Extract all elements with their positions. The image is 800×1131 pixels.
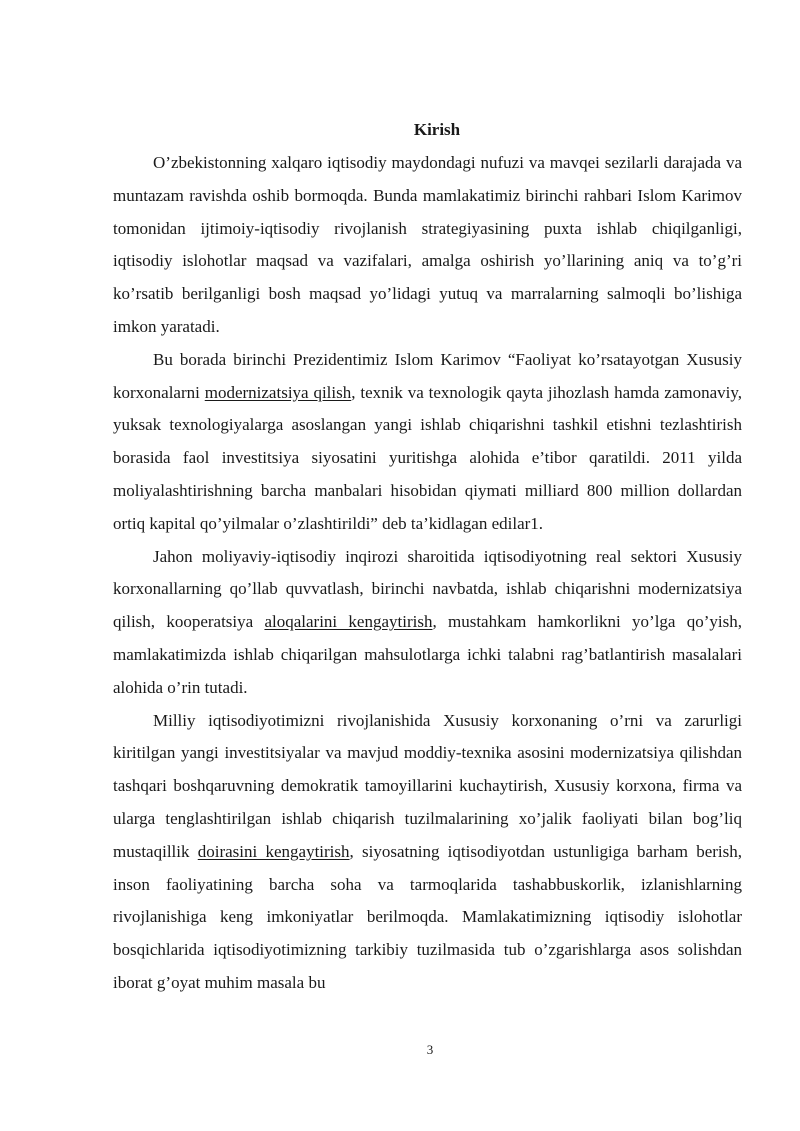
- paragraph-text: , texnik va texnologik qayta jihozlash hamda zamonaviy, yuksak texnologiyalarga asoslangan yangi ishlab chiqarishni tashkil etishni tezlashtirish borasida faol investitsiya siyosatini yuritishga alohida e’tibor qaratildi. 2011 yilda moliyalashtirishning barcha manbalari hisobidan qiymati milliard 800 million dollardan ortiq kapital qo’yilmalar o’zlashtirildi” deb ta’kidlagan edilar1.: [113, 382, 743, 533]
- underlined-link-text[interactable]: doirasini kengaytirish: [197, 841, 350, 861]
- paragraph-text: Milliy iqtisodiyotimizni rivojlanishida Xususiy korxonaning o’rni va zarurligi kiritilgan yangi investitsiyalar va mavjud moddiy-texnika asosini modernizatsiya qilishdan tashqari boshqaruvning demokratik tamoyillarini kuchaytirish, Xususiy korxona, firma va ularga tenglashtirilgan ishlab chiqarish tuzilmalarining xo’jalik faoliyati bilan bog’liq mustaqillik: [113, 710, 742, 861]
- paragraph-text: , mustahkam hamkorlikni yo’lga qo’yish, mamlakatimizda ishlab chiqarilgan mahsulotlarga ichki talabni rag’batlantirish masalalari alohida o’rin tutadi.: [113, 612, 742, 697]
- paragraph-text: , siyosatning iqtisodiyotdan ustunligiga barham berish, inson faoliyatining barcha soha va tarmoqlarida tashabbuskorlik, izlanishlarning rivojlanishiga keng imkoniyatlar berilmoqda. Mamlakatimizning iqtisodiy islohotlar bosqichlarida iqtisodiyotimizning tarkibiy tuzilmasida tub o’zgarishlarga asos solishdan iborat g’oyat muhim masala bu: [113, 841, 742, 992]
- paragraph-2: [113, 344, 742, 541]
- paragraph-text: Jahon moliyaviy-iqtisodiy inqirozi sharoitida iqtisodiyotning real sektori Xususiy korxonallarning qo’llab quvvatlash, birinchi navbatda, ishlab chiqarishni modernizatsiya qilish, kooperatsiya: [113, 546, 742, 632]
- paragraph-1: [113, 147, 742, 344]
- body-text: [113, 147, 742, 1000]
- underlined-link-text[interactable]: modernizatsiya qilish: [204, 382, 352, 402]
- underlined-link-text[interactable]: aloqalarini kengaytirish: [264, 612, 433, 632]
- section-heading: Kirish: [413, 120, 461, 139]
- page-number: 3: [426, 1042, 434, 1057]
- paragraph-text: O’zbekistonning xalqaro iqtisodiy maydondagi nufuzi va mavqei sezilarli darajada va muntazam ravishda oshib bormoqda. Bunda mamlakatimiz birinchi rahbari Islom Karimov tomonidan ijtimoiy-iqtisodiy rivojlanish strategiyasining puxta ishlab chiqilganligi, iqtisodiy islohotlar maqsad va vazifalari, amalga oshirish yo’llarining aniq va to’g’ri ko’rsatib berilganligi bosh maqsad yo’lidagi yutuq va marralarning salmoqli bo’lishiga imkon yaratadi.: [113, 153, 742, 336]
- paragraph-text: Bu borada birinchi Prezidentimiz Islom Karimov “Faoliyat ko’rsatayotgan Xususiy korxonalarni: [113, 349, 742, 402]
- paragraph-4: [113, 705, 742, 1000]
- paragraph-3: [113, 541, 742, 705]
